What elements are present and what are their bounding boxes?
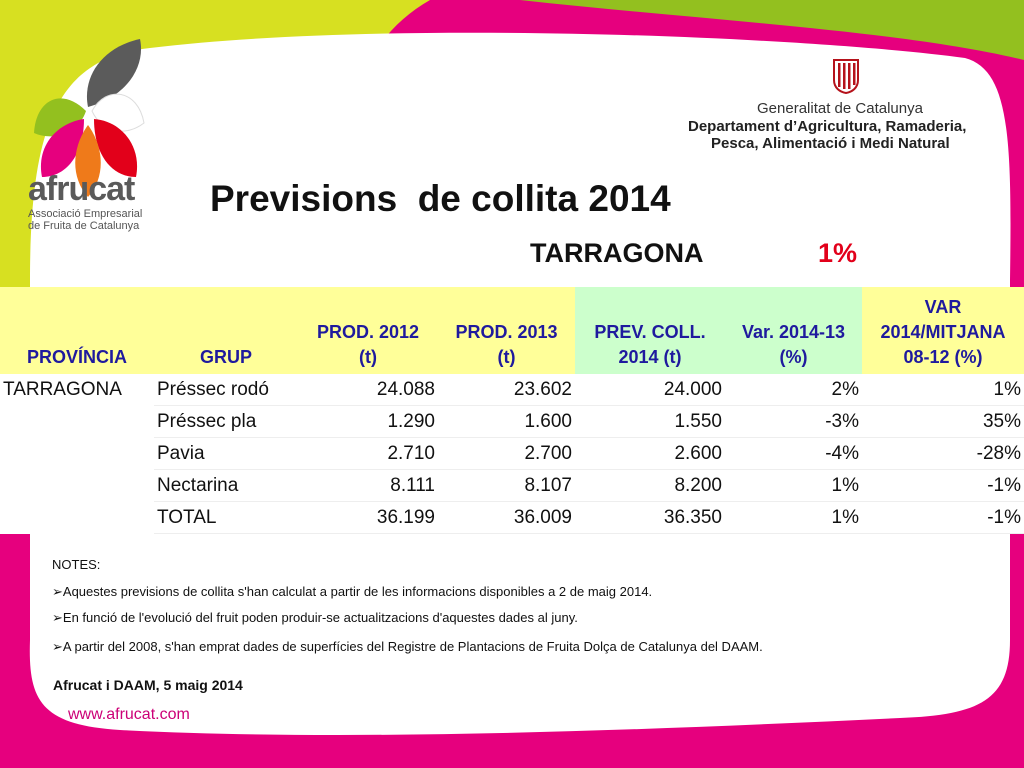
note-item: ➢A partir del 2008, s'han emprat dades de superfícies del Registre de Plantacions de Fruita Dolça de Catalunya del DAAM.: [52, 639, 763, 654]
footer-url-link[interactable]: www.afrucat.com: [68, 706, 190, 723]
cell-province: [0, 502, 154, 534]
bullet-arrow-icon: ➢: [52, 584, 63, 599]
cell-prod2012: 24.088: [298, 374, 438, 406]
cell-prod2012: 36.199: [298, 502, 438, 534]
table-row: [0, 374, 1024, 406]
header-province: PROVÍNCIA: [0, 287, 154, 374]
header-group: GRUP: [154, 287, 298, 374]
cell-prev2014: 8.200: [575, 470, 725, 502]
cell-var1413: -3%: [725, 406, 862, 438]
senyera-emblem-icon: [832, 58, 860, 94]
department-line1: Departament d’Agricultura, Ramaderia,: [688, 118, 967, 135]
cell-prod2013: 2.700: [438, 438, 575, 470]
page-title: Previsions de collita 2014: [210, 178, 671, 219]
cell-group: TOTAL: [154, 502, 298, 534]
cell-prod2013: 8.107: [438, 470, 575, 502]
cell-prod2012: 2.710: [298, 438, 438, 470]
cell-var-mitjana: 1%: [862, 374, 1024, 406]
table-row: [0, 470, 1024, 502]
brand-name: afrucat: [28, 170, 135, 208]
table-row: [0, 406, 1024, 438]
cell-group: Préssec pla: [154, 406, 298, 438]
cell-prod2013: 1.600: [438, 406, 575, 438]
cell-prod2012: 8.111: [298, 470, 438, 502]
header-prev2014: PREV. COLL. 2014 (t): [575, 287, 725, 374]
cell-prev2014: 2.600: [575, 438, 725, 470]
cell-var-mitjana: -1%: [862, 502, 1024, 534]
subtitle-region: TARRAGONA: [530, 238, 704, 268]
cell-province: [0, 438, 154, 470]
header-var1413: Var. 2014-13 (%): [725, 287, 862, 374]
cell-var-mitjana: -1%: [862, 470, 1024, 502]
cell-var-mitjana: 35%: [862, 406, 1024, 438]
header-var-mitjana: VAR 2014/MITJANA 08-12 (%): [862, 287, 1024, 374]
cell-prod2012: 1.290: [298, 406, 438, 438]
cell-group: Nectarina: [154, 470, 298, 502]
cell-var1413: 1%: [725, 502, 862, 534]
cell-var1413: -4%: [725, 438, 862, 470]
note-item: ➢Aquestes previsions de collita s'han calculat a partir de les informacions disponibles a 2 de maig 2014.: [52, 584, 653, 599]
cell-province: [0, 406, 154, 438]
bullet-arrow-icon: ➢: [52, 639, 63, 654]
footer-credit: Afrucat i DAAM, 5 maig 2014: [53, 677, 243, 693]
cell-prod2013: 36.009: [438, 502, 575, 534]
notes-box: [44, 542, 970, 666]
brand-subtitle-line2: de Fruita de Catalunya: [28, 220, 140, 232]
cell-province: TARRAGONA: [3, 378, 122, 400]
institution-name: Generalitat de Catalunya: [757, 100, 923, 117]
cell-var1413: 2%: [725, 374, 862, 406]
header-prod2013: PROD. 2013 (t): [438, 287, 575, 374]
table-row-total: [0, 502, 1024, 534]
cell-province: [0, 470, 154, 502]
cell-prev2014: 24.000: [575, 374, 725, 406]
cell-prev2014: 36.350: [575, 502, 725, 534]
cell-group: Pavia: [154, 438, 298, 470]
cell-group: Préssec rodó: [154, 374, 298, 406]
header-prod2012: PROD. 2012 (t): [298, 287, 438, 374]
note-item: ➢En funció de l'evolució del fruit poden produir-se actualitzacions d'aquestes dades al juny.: [52, 610, 578, 625]
subtitle-percentage: 1%: [818, 238, 858, 268]
forecast-table: [0, 287, 1024, 534]
bullet-arrow-icon: ➢: [52, 610, 63, 625]
cell-prev2014: 1.550: [575, 406, 725, 438]
brand-subtitle-line1: Associació Empresarial: [28, 208, 143, 220]
cell-prod2013: 23.602: [438, 374, 575, 406]
cell-var-mitjana: -28%: [862, 438, 1024, 470]
department-line2: Pesca, Alimentació i Medi Natural: [711, 135, 950, 152]
notes-title: NOTES:: [52, 557, 101, 572]
cell-var1413: 1%: [725, 470, 862, 502]
table-header-row: [0, 287, 1024, 374]
table-row: [0, 438, 1024, 470]
